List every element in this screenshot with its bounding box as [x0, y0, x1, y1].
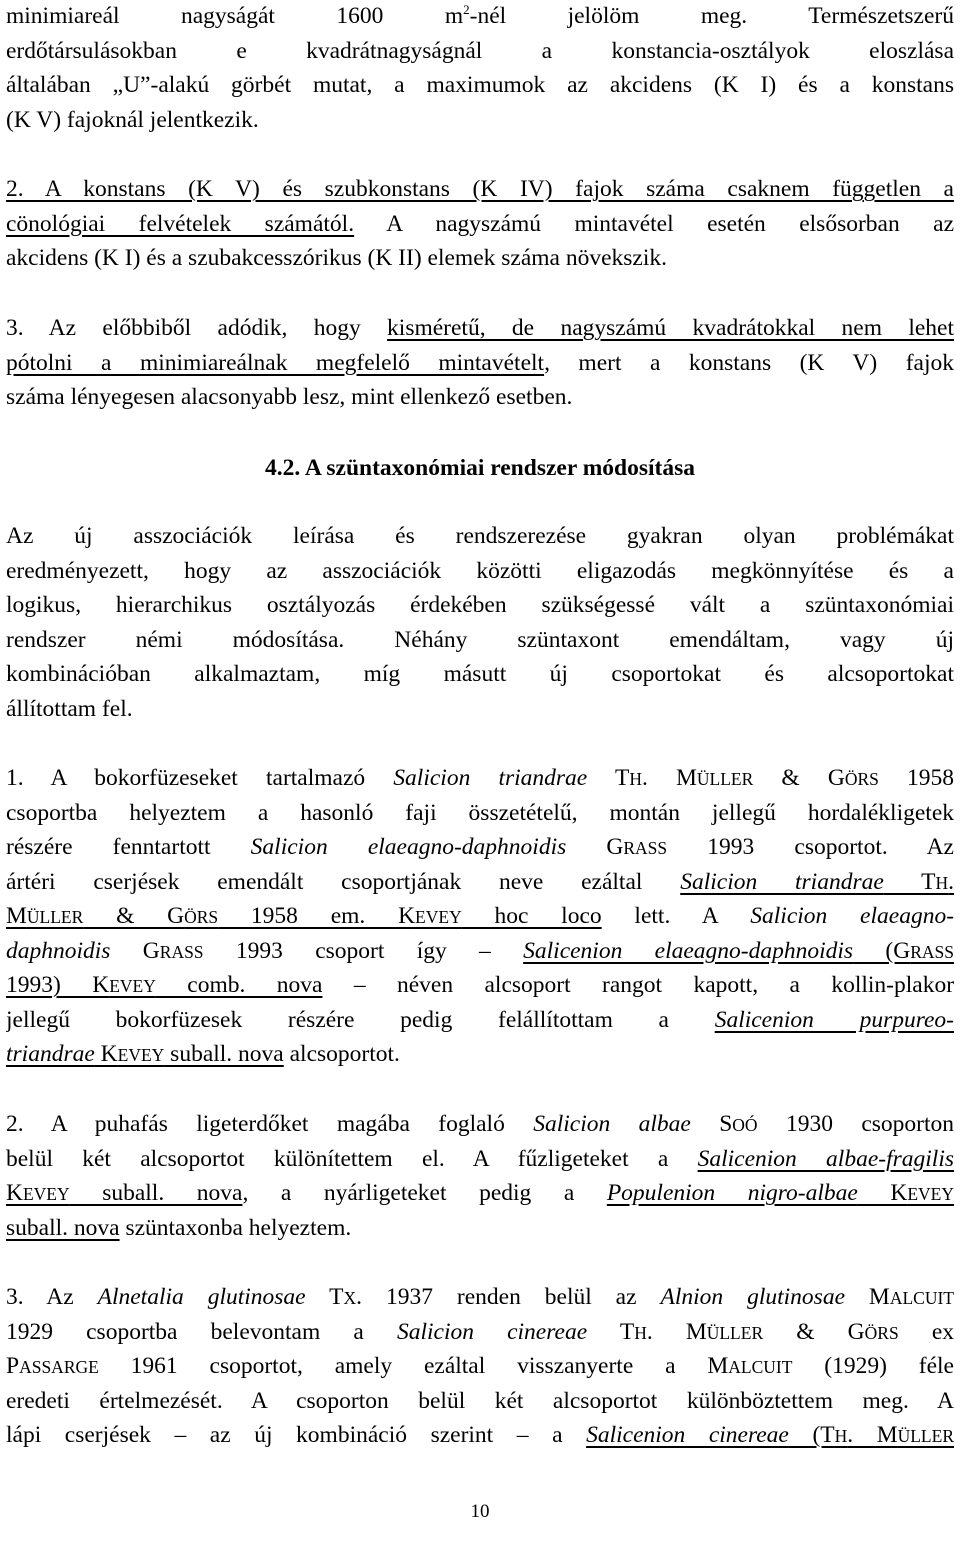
text-line: 1929 csoportba belevontam a Salicion cinereae TH. MÜLLER & GÖRS ex	[6, 1318, 954, 1345]
text-line: cönológiai felvételek számától. A nagyszámú mintavétel esetén elsősorban az	[6, 210, 954, 237]
text-line: daphnoidis GRASS 1993 csoport így – Salicenion elaeagno-daphnoidis (GRASS	[6, 937, 954, 964]
text-line: Az új asszociációk leírása és rendszerezése gyakran olyan problémákat	[6, 523, 954, 549]
text-line: állítottam fel.	[6, 695, 133, 722]
text-line: erdőtársulásokban e kvadrátnagyságnál a konstancia-osztályok eloszlása	[6, 37, 954, 64]
text-line: belül két alcsoportot különítettem el. A fűzligeteket a Salicenion albae-fragilis	[6, 1145, 954, 1172]
text-line: logikus, hierarchikus osztályozás érdekében szükségessé vált a szüntaxonómiai	[6, 592, 954, 618]
paragraph-salicion-triandrae	[6, 761, 954, 1072]
text-line: rendszer némi módosítása. Néhány szüntaxont emendáltam, vagy új	[6, 626, 954, 653]
paragraph-alnetalia	[6, 1280, 954, 1453]
paragraph-intro	[6, 519, 954, 726]
text-line: csoportba helyeztem a hasonló faji összetételű, montán jellegű hordalékligetek	[6, 799, 954, 826]
paragraph-salicion-albae	[6, 1107, 954, 1245]
text-line: akcidens (K I) és a szubakcesszórikus (K II) elemek száma növekszik.	[6, 245, 668, 271]
text-line: 1. A bokorfüzeseket tartalmazó Salicion triandrae TH. MÜLLER & GÖRS 1958	[6, 765, 954, 791]
text-line: eredeti értelmezését. A csoporton belül két alcsoportot különböztettem meg. A	[6, 1387, 954, 1414]
text-line: eredményezett, hogy az asszociációk közötti eligazodás megkönnyítése és a	[6, 557, 954, 584]
text-line: suball. nova szüntaxonba helyeztem.	[6, 1214, 352, 1241]
text-line: KEVEY suball. nova, a nyárligeteket pedig a Populenion nigro-albae KEVEY	[6, 1180, 954, 1206]
text-line: részére fenntartott Salicion elaeagno-daphnoidis GRASS 1993 csoportot. Az	[6, 834, 954, 860]
text-line: (K V) fajoknál jelentkezik.	[6, 106, 259, 133]
text-line: jellegű bokorfüzesek részére pedig felállítottam a Salicenion purpureo-	[6, 1006, 954, 1033]
section-heading: 4.2. A szüntaxonómiai rendszer módosítása	[265, 455, 695, 481]
text-line: 1993) KEVEY comb. nova – néven alcsoport rangot kapott, a kollin-plakor	[6, 972, 954, 998]
text-line: 3. Az Alnetalia glutinosae TX. 1937 renden belül az Alnion glutinosae MALCUIT	[6, 1284, 954, 1310]
text-line: ártéri cserjések emendált csoportjának neve ezáltal Salicion triandrae TH.	[6, 868, 954, 895]
text-line: száma lényegesen alacsonyabb lesz, mint ellenkező esetben.	[6, 384, 573, 410]
text-line: pótolni a minimiareálnak megfelelő mintavételt, mert a konstans (K V) fajok	[6, 349, 954, 376]
text-line: minimiareál nagyságát 1600 $m^2$-nél jelölöm meg. Természetszerű	[6, 2, 954, 29]
paragraph-point-3	[6, 311, 954, 415]
text-line: triandrae KEVEY suball. nova alcsoportot.	[6, 1041, 400, 1067]
paragraph-minimiareal	[6, 0, 954, 137]
page-number: 10	[470, 1501, 490, 1522]
text-line: lápi cserjések – az új kombináció szerint – a Salicenion cinereae (TH. MÜLLER	[6, 1422, 954, 1448]
text-line: 2. A konstans (K V) és szubkonstans (K IV) fajok száma csaknem független a	[6, 176, 954, 202]
text-line: általában „U”-alakú görbét mutat, a maximumok az akcidens (K I) és a konstans	[6, 72, 954, 98]
text-line: 2. A puhafás ligeterdőket magába foglaló Salicion albae SOÓ 1930 csoporton	[6, 1111, 954, 1137]
paragraph-point-2	[6, 172, 954, 276]
text-line: 3. Az előbbiből adódik, hogy kisméretű, de nagyszámú kvadrátokkal nem lehet	[6, 315, 954, 341]
text-line: PASSARGE 1961 csoportot, amely ezáltal visszanyerte a MALCUIT (1929) féle	[6, 1353, 954, 1379]
text-line: kombinációban alkalmaztam, míg másutt új csoportokat és alcsoportokat	[6, 661, 954, 687]
text-line: MÜLLER & GÖRS 1958 em. KEVEY hoc loco lett. A Salicion elaeagno-	[6, 903, 954, 929]
